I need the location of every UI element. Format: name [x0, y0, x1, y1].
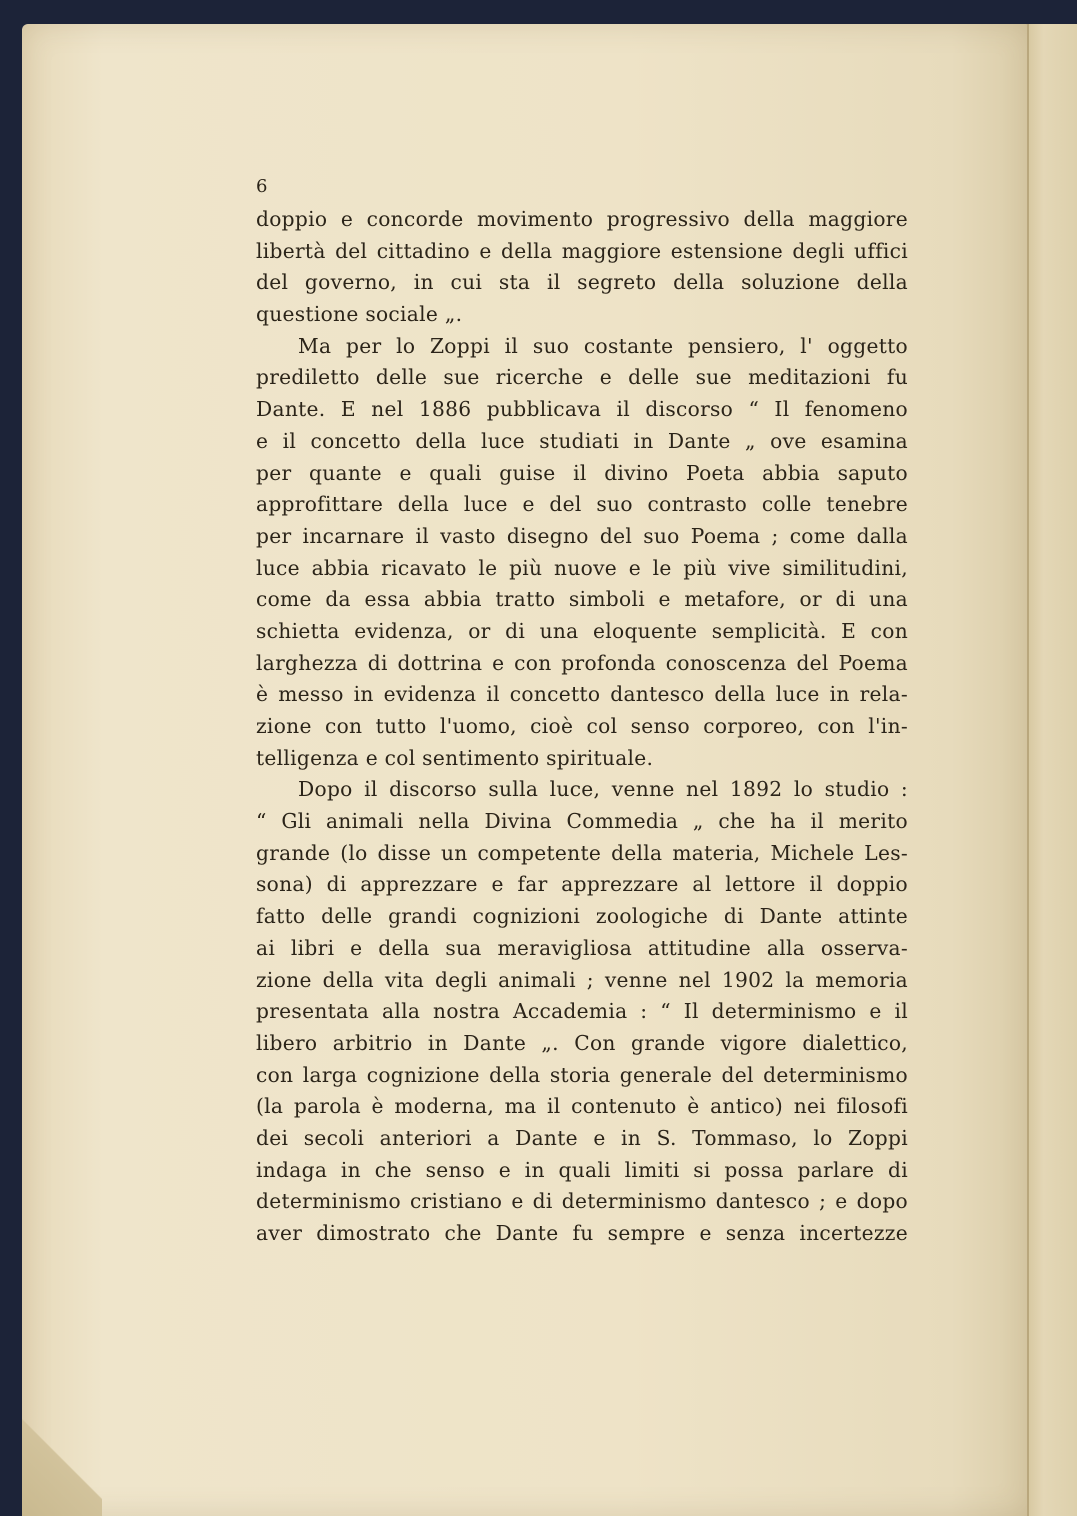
text-line: zione della vita degli animali ; venne nel 1902 la memoria: [256, 967, 908, 992]
text-line: larghezza di dottrina e con profonda conoscenza del Poema: [256, 650, 908, 675]
text-line: doppio e concorde movimento progressivo della maggiore: [256, 207, 908, 231]
text-line: per quante e quali guise il divino Poeta abbia saputo: [256, 460, 908, 485]
text-line: è messo in evidenza il concetto dantesco della luce in rela-: [256, 682, 908, 707]
text-line: del governo, in cui sta il segreto della soluzione della: [256, 270, 908, 295]
text-line: grande (lo disse un competente della materia, Michele Les-: [256, 840, 908, 865]
text-line: Ma per lo Zoppi il suo costante pensiero, l' oggetto: [298, 333, 908, 358]
text-line: schietta evidenza, or di una eloquente semplicità. E con: [256, 618, 908, 643]
text-block: [256, 170, 908, 1250]
next-page-edge: [1027, 24, 1077, 1516]
text-line: Dante. E nel 1886 pubblicava il discorso “ Il fenomeno: [256, 397, 908, 422]
text-line: fatto delle grandi cognizioni zoologiche di Dante attinte: [256, 904, 908, 929]
text-line: prediletto delle sue ricerche e delle sue meditazioni fu: [256, 365, 908, 390]
text-line: (la parola è moderna, ma il contenuto è antico) nei filosofi: [256, 1094, 908, 1119]
text-line: presentata alla nostra Accademia : “ Il determinismo e il: [256, 999, 908, 1024]
text-line: “ Gli animali nella Divina Commedia „ che ha il merito: [256, 809, 908, 834]
text-line: e il concetto della luce studiati in Dante „ ove esamina: [256, 428, 908, 453]
text-line: sona) di apprezzare e far apprezzare al lettore il doppio: [256, 872, 908, 897]
text-line: per incarnare il vasto disegno del suo Poema ; come dalla: [256, 523, 908, 548]
page-corner-fold: [22, 1400, 102, 1516]
text-line: telligenza e col sentimento spirituale.: [256, 745, 654, 770]
text-line: determinismo cristiano e di determinismo dantesco ; e dopo: [256, 1189, 908, 1214]
text-line: luce abbia ricavato le più nuove e le più vive similitudini,: [256, 555, 908, 580]
text-line: aver dimostrato che Dante fu sempre e senza incertezze: [256, 1221, 908, 1245]
text-line: approfittare della luce e del suo contrasto colle tenebre: [256, 492, 908, 517]
text-line: libertà del cittadino e della maggiore estensione degli uffici: [256, 238, 908, 263]
text-line: Dopo il discorso sulla luce, venne nel 1892 lo studio :: [298, 777, 908, 802]
text-line: indaga in che senso e in quali limiti si possa parlare di: [256, 1157, 908, 1182]
text-line: dei secoli anteriori a Dante e in S. Tommaso, lo Zoppi: [256, 1125, 908, 1150]
text-line: libero arbitrio in Dante „. Con grande vigore dialettico,: [256, 1030, 908, 1055]
text-line: zione con tutto l'uomo, cioè col senso corporeo, con l'in-: [256, 714, 908, 738]
text-line: come da essa abbia tratto simboli e metafore, or di una: [256, 587, 908, 612]
text-line: con larga cognizione della storia generale del determinismo: [256, 1062, 908, 1087]
text-line: questione sociale „.: [256, 302, 463, 327]
text-line: ai libri e della sua meravigliosa attitudine alla osserva-: [256, 935, 908, 960]
page-number: 6: [256, 176, 268, 197]
